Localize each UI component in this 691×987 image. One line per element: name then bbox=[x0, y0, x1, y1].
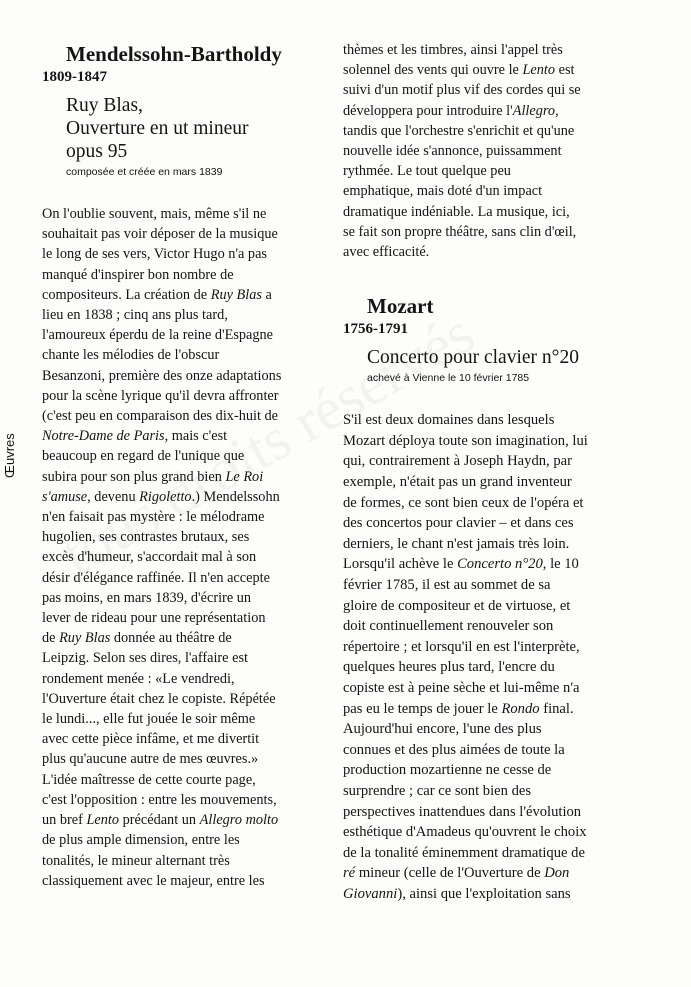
text-line: solennel des vents qui ouvre le Lento est bbox=[343, 62, 575, 79]
text-line: compositeurs. La création de Ruy Blas a bbox=[42, 286, 272, 303]
text-line: un bref Lento précédant un Allegro molto bbox=[42, 812, 279, 829]
composer-name: Mendelssohn-Bartholdy bbox=[66, 42, 282, 66]
work-title-line: opus 95 bbox=[66, 141, 128, 162]
text-line: pas moins, en mars 1839, d'écrire un bbox=[42, 589, 252, 606]
text-line: perspectives inattendues dans l'évolution bbox=[343, 803, 582, 820]
text-line: thèmes et les timbres, ainsi l'appel très bbox=[343, 42, 563, 58]
text-line: subira pour son plus grand bien Le Roi bbox=[42, 468, 264, 485]
text-line: s'amuse, devenu Rigoletto.) Mendelssohn bbox=[42, 488, 280, 505]
text-line: dramatique indéniable. La musique, ici, bbox=[343, 203, 570, 220]
section-side-label: Œuvres bbox=[2, 433, 17, 478]
text-line: Aujourd'hui encore, l'une des plus bbox=[343, 721, 542, 738]
text-line: Leipzig. Selon ses dires, l'affaire est bbox=[42, 650, 248, 667]
text-line: rondement menée : «Le vendredi, bbox=[42, 670, 235, 687]
text-line: c'est l'opposition : entre les mouvements, bbox=[42, 791, 277, 808]
text-line: esthétique d'Amadeus qu'ouvrent le choix bbox=[343, 824, 587, 841]
text-line: copiste est à peine sèche et lui-même n'a bbox=[343, 679, 580, 696]
text-line: l'Ouverture était chez le copiste. Répétée bbox=[42, 690, 276, 707]
left-column bbox=[42, 42, 342, 891]
text-line: lever de rideau pour une représentation bbox=[42, 610, 266, 627]
text-line: manqué d'inspirer bon nombre de bbox=[42, 266, 234, 283]
text-line: désir d'élégance raffinée. Il n'en accepte bbox=[42, 569, 270, 586]
text-line: le long de ses vers, Victor Hugo n'a pas bbox=[42, 246, 267, 263]
work-title bbox=[42, 94, 342, 163]
work-title bbox=[343, 346, 643, 369]
text-line: Giovanni), ainsi que l'exploitation sans bbox=[343, 885, 571, 902]
work-title-line: Ouverture en ut mineur bbox=[66, 118, 249, 139]
text-line: doit continuellement renouveler son bbox=[343, 618, 554, 635]
text-line: répertoire ; et lorsqu'il en est l'interprète, bbox=[343, 638, 580, 655]
text-line: rythmée. Le tout quelque peu bbox=[343, 163, 511, 180]
text-line: L'idée maîtresse de cette courte page, bbox=[42, 771, 256, 788]
text-line: production mozartienne ne cesse de bbox=[343, 762, 552, 779]
work-note: composée et créée en mars 1839 bbox=[66, 166, 223, 178]
work-title-line: Ruy Blas, bbox=[66, 95, 143, 116]
work-description bbox=[343, 410, 643, 904]
text-line: tonalités, le mineur alternant très bbox=[42, 852, 230, 869]
text-line: de plus ample dimension, entre les bbox=[42, 832, 240, 849]
text-line: nouvelle idée s'annonce, puissamment bbox=[343, 143, 562, 160]
text-line: des concertos pour clavier – et dans ces bbox=[343, 515, 574, 532]
text-line: suivi d'un motif plus vif des cordes qui se bbox=[343, 82, 581, 99]
right-column bbox=[343, 40, 643, 904]
text-line: (c'est peu en comparaison des dix-huit de bbox=[42, 408, 279, 425]
text-line: emphatique, mais doté d'un impact bbox=[343, 183, 543, 200]
work-description bbox=[42, 204, 342, 891]
text-line: chante les mélodies de l'obscur bbox=[42, 347, 220, 364]
work-note: achevé à Vienne le 10 février 1785 bbox=[367, 372, 530, 385]
text-line: exemple, n'était pas un grand inventeur bbox=[343, 474, 572, 491]
text-line: gloire de compositeur et de virtuose, et bbox=[343, 597, 571, 614]
mozart-section bbox=[343, 294, 643, 904]
text-line: On l'oublie souvent, mais, même s'il ne bbox=[42, 206, 267, 222]
text-line: beaucoup en regard de l'unique que bbox=[42, 448, 245, 465]
text-line: S'il est deux domaines dans lesquels bbox=[343, 412, 555, 429]
text-line: excès d'humeur, s'accordait mal à son bbox=[42, 549, 257, 566]
text-line: connues et des plus aimées de toute la bbox=[343, 741, 565, 758]
text-line: de la tonalité éminemment dramatique de bbox=[343, 844, 585, 861]
text-line: tandis que l'orchestre s'enrichit et qu'une bbox=[343, 122, 575, 139]
text-line: derniers, le chant n'est jamais très loin. bbox=[343, 535, 570, 552]
text-line: surprendre ; car ce sont bien des bbox=[343, 782, 532, 799]
text-line: se fait son propre théâtre, sans clin d'œil, bbox=[343, 223, 577, 240]
text-line: lieu en 1838 ; cinq ans plus tard, bbox=[42, 307, 228, 324]
text-line: avec efficacité. bbox=[343, 244, 430, 261]
work-description-continued bbox=[343, 40, 643, 262]
composer-dates: 1809-1847 bbox=[42, 69, 107, 85]
text-line: avec cette pièce infâme, et me divertit bbox=[42, 731, 260, 748]
text-line: Lorsqu'il achève le Concerto n°20, le 10 bbox=[343, 556, 579, 573]
text-line: quelques heures plus tard, l'encre du bbox=[343, 659, 555, 676]
text-line: n'en faisait pas mystère : le mélodrame bbox=[42, 509, 265, 526]
text-line: développera pour introduire l'Allegro, bbox=[343, 102, 559, 119]
text-line: de Ruy Blas donnée au théâtre de bbox=[42, 630, 232, 647]
text-line: ré mineur (celle de l'Ouverture de Don bbox=[343, 865, 570, 882]
text-line: Notre-Dame de Paris, mais c'est bbox=[42, 428, 228, 445]
text-line: Mozart déploya toute son imagination, lui bbox=[343, 432, 588, 449]
text-line: classiquement avec le majeur, entre les bbox=[42, 872, 265, 889]
composer-dates: 1756-1791 bbox=[343, 321, 408, 338]
text-line: souhaitait pas voir déposer de la musique bbox=[42, 226, 278, 243]
text-line: le lundi..., elle fut jouée le soir même bbox=[42, 711, 256, 728]
text-line: pour la scène lyrique qu'il devra affronter bbox=[42, 387, 279, 404]
text-line: pas eu le temps de jouer le Rondo final. bbox=[343, 700, 574, 717]
text-line: qui, contrairement à Joseph Haydn, par bbox=[343, 453, 572, 470]
text-line: plus qu'aucune autre de mes œuvres.» bbox=[42, 751, 259, 768]
text-line: l'amoureux éperdu de la reine d'Espagne bbox=[42, 327, 274, 344]
work-title-line: Concerto pour clavier n°20 bbox=[367, 347, 579, 369]
text-line: février 1785, il est au sommet de sa bbox=[343, 576, 551, 593]
text-line: Besanzoni, première des onze adaptations bbox=[42, 367, 282, 384]
text-line: hugolien, ses contrastes brutaux, ses bbox=[42, 529, 250, 546]
composer-name: Mozart bbox=[367, 294, 434, 319]
text-line: de formes, ce sont bien ceux de l'opéra et bbox=[343, 494, 584, 511]
